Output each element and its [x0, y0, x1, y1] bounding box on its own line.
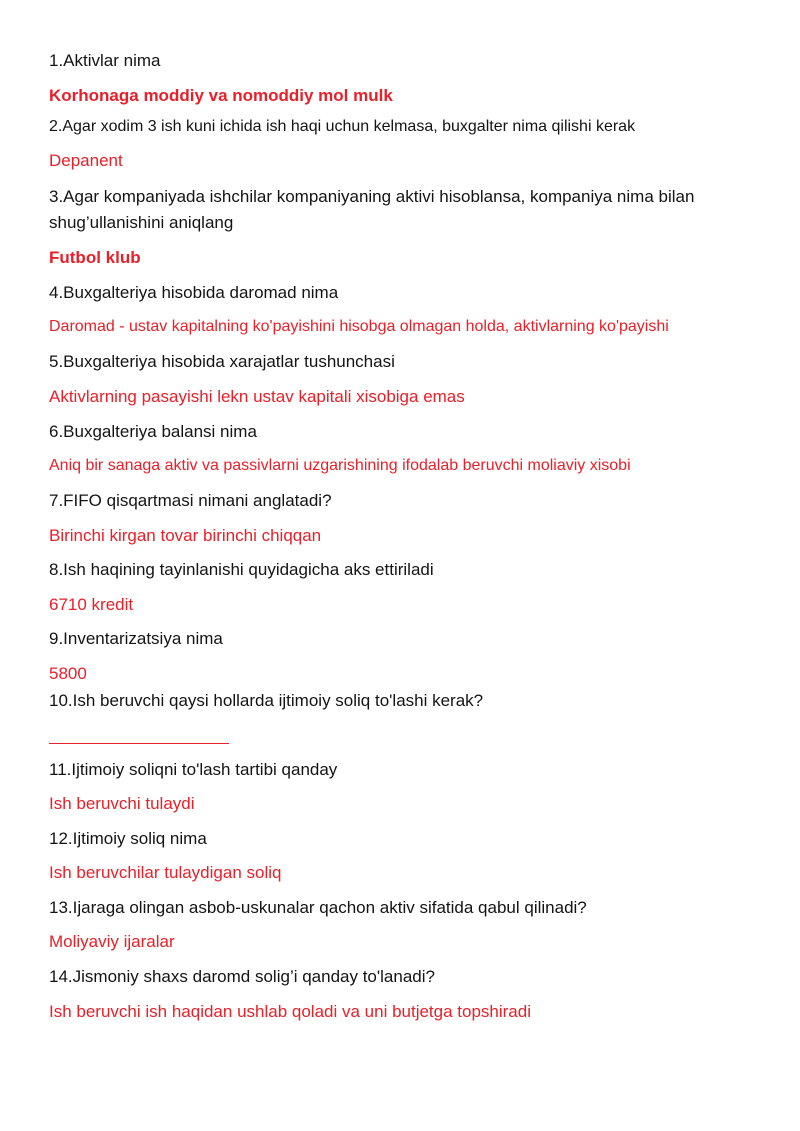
question-7: 7.FIFO qisqartmasi nimani anglatadi? [49, 491, 332, 510]
answer-2: Depanent [49, 151, 123, 170]
question-13: 13.Ijaraga olingan asbob-uskunalar qachon aktiv sifatida qabul qilinadi? [49, 898, 587, 917]
answer-8: 6710 kredit [49, 595, 134, 614]
question-2: 2.Agar xodim 3 ish kuni ichida ish haqi uchun kelmasa, buxgalter nima qilishi kerak [49, 118, 636, 135]
question-9: 9.Inventarizatsiya nima [49, 629, 223, 648]
question-8: 8.Ish haqining tayinlanishi quyidagicha aks ettiriladi [49, 560, 434, 579]
question-4: 4.Buxgalteriya hisobida daromad nima [49, 283, 339, 302]
answer-9: 5800 [49, 664, 87, 683]
answer-12: Ish beruvchilar tulaydigan soliq [49, 863, 282, 882]
answer-5: Aktivlarning pasayishi lekn ustav kapitali xisobiga emas [49, 387, 465, 406]
question-14: 14.Jismoniy shaxs daromd solig’i qanday to'lanadi? [49, 967, 435, 986]
question-1: 1.Aktivlar nima [49, 51, 161, 70]
question-3: 3.Agar kompaniyada ishchilar kompaniyaning aktivi hisoblansa, kompaniya nima bilan shug’ullanishini aniqlang [49, 187, 695, 232]
question-11: 11.Ijtimoiy soliqni to'lash tartibi qanday [49, 760, 338, 779]
answer-13: Moliyaviy ijaralar [49, 932, 175, 951]
question-6: 6.Buxgalteriya balansi nima [49, 422, 257, 441]
question-12: 12.Ijtimoiy soliq nima [49, 829, 207, 848]
answer-1: Korhonaga moddiy va nomoddiy mol mulk [49, 86, 393, 105]
answer-4: Daromad - ustav kapitalning ko'payishini hisobga olmagan holda, aktivlarning ko'payishi [49, 318, 669, 335]
answer-11: Ish beruvchi tulaydi [49, 794, 195, 813]
answer-14: Ish beruvchi ish haqidan ushlab qoladi va uni butjetga topshiradi [49, 1002, 531, 1021]
answer-3: Futbol klub [49, 248, 141, 267]
question-5: 5.Buxgalteriya hisobida xarajatlar tushunchasi [49, 352, 395, 371]
question-10: 10.Ish beruvchi qaysi hollarda ijtimoiy soliq to'lashi kerak? [49, 691, 484, 710]
answer-10-blank-line [49, 743, 229, 744]
answer-6: Aniq bir sanaga aktiv va passivlarni uzgarishining ifodalab beruvchi moliaviy xisobi [49, 457, 631, 474]
answer-7: Birinchi kirgan tovar birinchi chiqqan [49, 526, 322, 545]
